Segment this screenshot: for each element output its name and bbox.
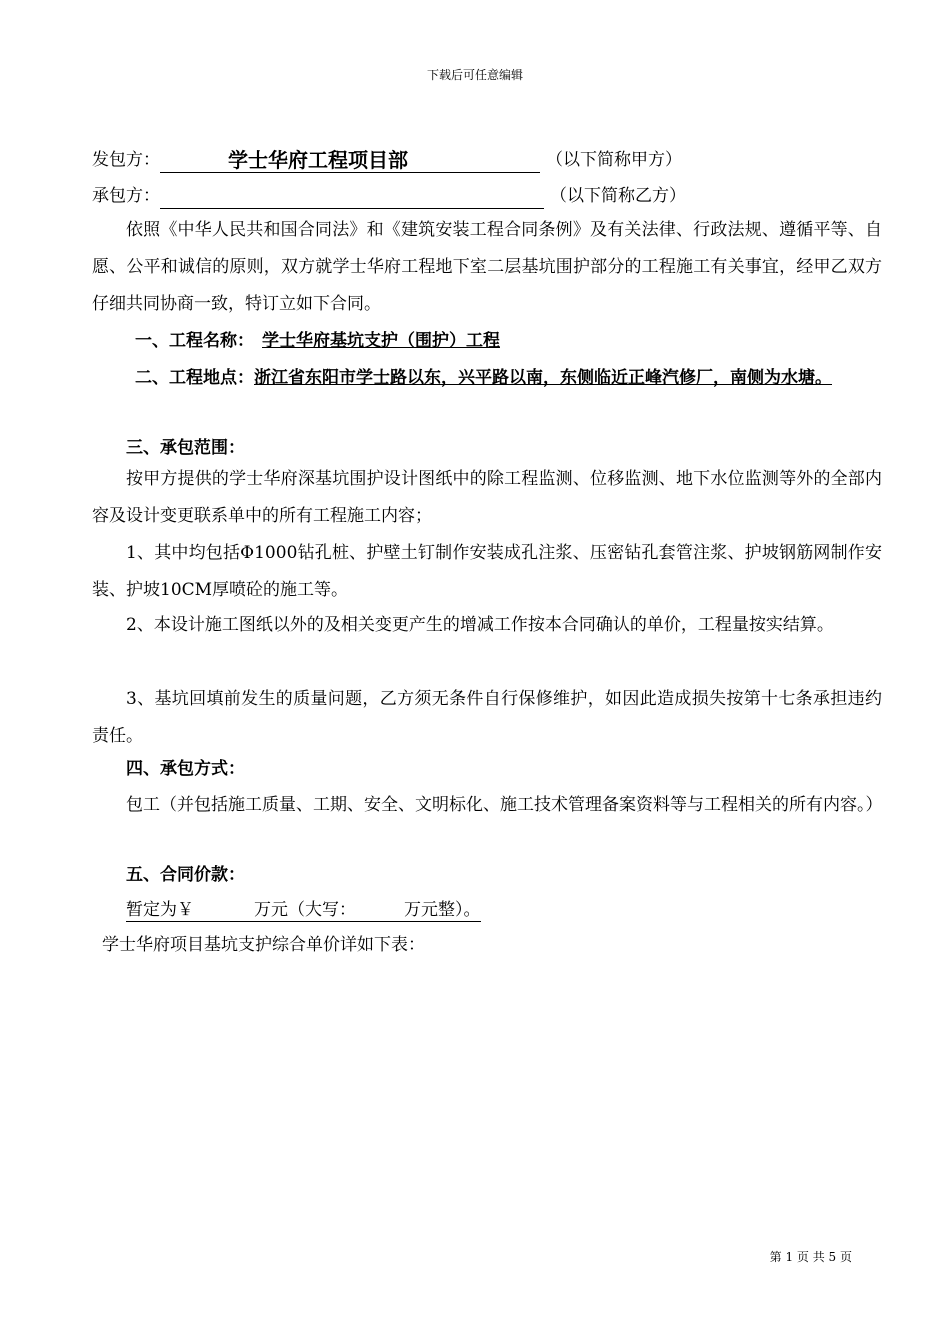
contract-price-text <box>126 900 481 922</box>
section-2-label: 二、工程地点： <box>135 368 254 388</box>
section-3-item-1: 1、其中均包括Φ1000钻孔桩、护壁土钉制作安装成孔注浆、压密钻孔套管注浆、护坡钢筋网制作安装、护坡10CM厚喷砼的施工等。 <box>92 543 882 600</box>
header-note: 下载后可任意编辑 <box>426 68 523 82</box>
section-1 <box>135 328 526 354</box>
party-a-line <box>92 147 682 173</box>
party-a-suffix: （以下简称甲方） <box>546 150 682 170</box>
section-1-label: 一、工程名称： <box>135 331 254 351</box>
section-2 <box>135 360 883 397</box>
price-end: 万元整）。 <box>404 900 481 920</box>
section-3-title: 三、承包范围： <box>126 438 245 458</box>
section-2-value: 浙江省东阳市学士路以东，兴平路以南，东侧临近正峰汽修厂，南侧为水塘。 <box>254 368 832 388</box>
section-3-item-3: 3、基坑回填前发生的质量问题，乙方须无条件自行保修维护，如因此造成损失按第十七条承担违约责任。 <box>92 689 882 746</box>
price-prefix: 暂定为￥ <box>126 900 194 920</box>
intro-paragraph: 依照《中华人民共和国合同法》和《建筑安装工程合同条例》及有关法律、行政法规、遵循平等、自愿、公平和诚信的原则，双方就学士华府工程地下室二层基坑围护部分的工程施工有关事宜，经甲乙双方仔细共同协商一致，特订立如下合同。 <box>92 220 882 314</box>
price-unit: 万元（大写： <box>254 900 356 920</box>
section-3-item-2: 2、本设计施工图纸以外的及相关变更产生的增减工作按本合同确认的单价，工程量按实结算。 <box>126 615 834 635</box>
party-a-label: 发包方： <box>92 150 160 170</box>
section-4-body: 包工（并包括施工质量、工期、安全、文明标化、施工技术管理备案资料等与工程相关的所有内容。） <box>126 795 883 815</box>
party-b-blank <box>160 186 544 209</box>
section-4-title: 四、承包方式： <box>126 759 245 779</box>
party-b-line <box>92 183 686 209</box>
contract-price-line <box>126 897 481 923</box>
page-number: 第 1 页 共 5 页 <box>769 1250 852 1264</box>
section-1-value: 学士华府基坑支护（围护）工程 <box>262 331 500 351</box>
party-a-value: 学士华府工程项目部 <box>160 148 540 173</box>
party-b-suffix: （以下简称乙方） <box>550 186 686 206</box>
section-5-title: 五、合同价款： <box>126 865 245 885</box>
party-b-label: 承包方： <box>92 186 160 206</box>
section-3-body: 按甲方提供的学士华府深基坑围护设计图纸中的除工程监测、位移监测、地下水位监测等外的全部内容及设计变更联系单中的所有工程施工内容； <box>92 469 882 526</box>
table-intro: 学士华府项目基坑支护综合单价详如下表： <box>102 935 425 955</box>
